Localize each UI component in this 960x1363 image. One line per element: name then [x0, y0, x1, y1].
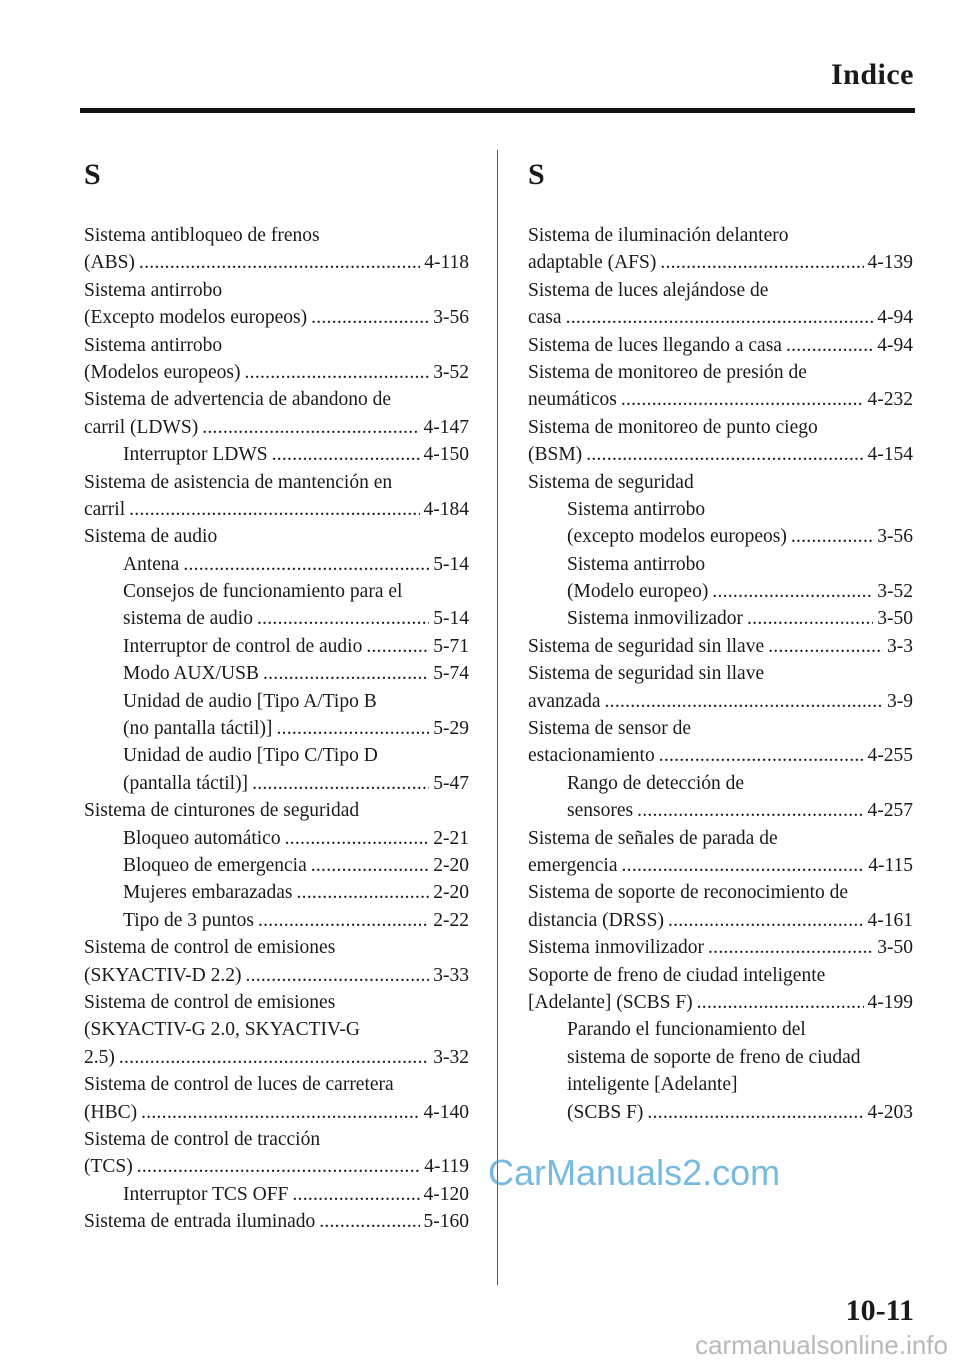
entry-page-ref: 4-150	[423, 444, 469, 466]
entry-text: carril	[84, 498, 126, 520]
entry-text: (BSM)	[528, 444, 583, 466]
entry-page-ref: 2-20	[433, 854, 469, 876]
entry-page-ref: 5-29	[433, 718, 469, 740]
index-entry	[84, 1016, 469, 1043]
index-entry	[84, 386, 469, 413]
entry-text: Sistema de audio	[84, 526, 218, 548]
entry-page-ref: 4-184	[423, 498, 469, 520]
entry-text: Sistema inmovilizador	[528, 937, 705, 959]
index-entry	[84, 907, 469, 934]
entry-text: Sistema de iluminación delantero	[528, 225, 789, 246]
entry-page-ref: 3-56	[877, 526, 913, 548]
index-entry	[528, 386, 913, 413]
entry-text: Sistema antirrobo	[567, 553, 706, 575]
index-entry	[528, 1071, 913, 1098]
entry-text: Sistema de asistencia de mantención en	[84, 471, 393, 493]
entry-page-ref: 3-52	[433, 361, 469, 383]
dot-leader	[605, 688, 883, 715]
index-entry	[528, 222, 913, 249]
index-entry	[528, 304, 913, 331]
entry-page-ref: 4-94	[877, 334, 913, 356]
entry-text: Tipo de 3 puntos	[123, 909, 254, 931]
entry-text: Sistema de cinturones de seguridad	[84, 800, 360, 822]
entry-text: (SKYACTIV-D 2.2)	[84, 964, 242, 986]
index-entry	[84, 304, 469, 331]
header-rule	[80, 108, 915, 113]
index-column-right	[528, 160, 913, 1126]
dot-leader	[622, 852, 865, 879]
entry-page-ref: 5-47	[433, 772, 469, 794]
index-entry	[84, 359, 469, 386]
index-entry	[528, 879, 913, 906]
index-entry	[528, 332, 913, 359]
entry-page-ref: 3-50	[877, 937, 913, 959]
entry-text: Sistema de control de emisiones	[84, 937, 336, 959]
entry-text: Sistema antirrobo	[84, 334, 223, 356]
entry-text: 2.5)	[84, 1046, 115, 1068]
entry-page-ref: 3-32	[433, 1046, 469, 1068]
index-entry	[84, 222, 469, 249]
dot-leader	[119, 1044, 429, 1071]
entry-text: Bloqueo de emergencia	[123, 854, 307, 876]
entry-text: Sistema de control de emisiones	[84, 991, 336, 1013]
entry-text: Sistema antibloqueo de frenos	[84, 225, 320, 246]
entry-text: Sistema de soporte de reconocimiento de	[528, 882, 849, 904]
index-entry	[528, 688, 913, 715]
dot-leader	[258, 907, 429, 934]
index-entry	[84, 605, 469, 632]
dot-leader	[252, 770, 429, 797]
index-entry	[84, 633, 469, 660]
entry-text: Modo AUX/USB	[123, 663, 259, 685]
index-entry	[84, 715, 469, 742]
dot-leader	[292, 1181, 419, 1208]
index-entry	[84, 469, 469, 496]
index-entry	[528, 770, 913, 797]
entry-text: Rango de detección de	[567, 772, 745, 794]
index-entry	[528, 414, 913, 441]
index-entry	[84, 770, 469, 797]
entry-text: sistema de audio	[123, 608, 253, 630]
entry-text: Sistema antirrobo	[84, 279, 223, 301]
dot-leader	[791, 523, 873, 550]
index-entry	[84, 852, 469, 879]
index-entry	[528, 605, 913, 632]
entry-text: emergencia	[528, 854, 618, 876]
entry-text: [Adelante] (SCBS F)	[528, 991, 693, 1013]
entry-text: Sistema antirrobo	[567, 498, 706, 520]
index-entry	[528, 523, 913, 550]
dot-leader	[366, 633, 429, 660]
entry-text: avanzada	[528, 690, 601, 712]
dot-leader	[768, 633, 883, 660]
dot-leader	[272, 441, 420, 468]
index-column-left	[84, 160, 469, 1235]
entry-page-ref: 3-33	[433, 964, 469, 986]
index-entry	[528, 249, 913, 276]
dot-leader	[668, 907, 864, 934]
entry-text: (ABS)	[84, 252, 135, 274]
entry-page-ref: 4-255	[867, 745, 913, 767]
index-entry	[84, 1153, 469, 1180]
dot-leader	[566, 304, 874, 331]
section-letter: S	[84, 158, 101, 191]
dot-leader	[708, 934, 873, 961]
entry-page-ref: 4-120	[423, 1183, 469, 1205]
entry-page-ref: 4-154	[867, 444, 913, 466]
dot-leader	[245, 359, 430, 386]
column-divider	[497, 150, 498, 1285]
entry-text: Sistema de luces llegando a casa	[528, 334, 782, 356]
entry-text: Interruptor LDWS	[123, 444, 268, 466]
index-entry	[528, 441, 913, 468]
index-entry	[84, 688, 469, 715]
index-entry	[84, 1126, 469, 1153]
dot-leader	[276, 715, 429, 742]
entry-text: Sistema de seguridad sin llave	[528, 635, 765, 657]
entry-text: (Excepto modelos europeos)	[84, 307, 308, 329]
index-entry	[528, 277, 913, 304]
dot-leader	[311, 852, 430, 879]
entry-page-ref: 5-71	[433, 635, 469, 657]
dot-leader	[202, 414, 419, 441]
entry-page-ref: 4-257	[867, 800, 913, 822]
index-entry	[84, 277, 469, 304]
dot-leader	[319, 1208, 419, 1235]
index-entries	[84, 222, 469, 1235]
index-entry	[528, 1099, 913, 1126]
entry-text: Sistema de control de tracción	[84, 1128, 321, 1150]
index-entry	[84, 934, 469, 961]
entry-text: (HBC)	[84, 1101, 138, 1123]
entry-page-ref: 3-50	[877, 608, 913, 630]
index-entry	[528, 852, 913, 879]
entry-text: (no pantalla táctil)]	[123, 718, 273, 740]
index-entry	[528, 469, 913, 496]
index-entry	[528, 989, 913, 1016]
entry-text: Antena	[123, 553, 180, 575]
entry-page-ref: 4-147	[423, 416, 469, 438]
entry-text: Sistema de monitoreo de punto ciego	[528, 416, 818, 438]
index-entry	[528, 1016, 913, 1043]
entry-text: Sistema inmovilizador	[567, 608, 744, 630]
entry-page-ref: 3-52	[877, 581, 913, 603]
dot-leader	[647, 1099, 863, 1126]
page-title: Indice	[830, 58, 914, 91]
index-entry	[528, 797, 913, 824]
index-entry	[84, 989, 469, 1016]
entry-text: Soporte de freno de ciudad inteligente	[528, 964, 826, 986]
entry-text: Parando el funcionamiento del	[567, 1019, 806, 1041]
section-letter: S	[528, 158, 545, 191]
dot-leader	[586, 441, 863, 468]
entry-page-ref: 3-3	[887, 635, 913, 657]
entry-text: distancia (DRSS)	[528, 909, 664, 931]
index-entry	[528, 496, 913, 523]
entry-page-ref: 5-14	[433, 553, 469, 575]
entry-page-ref: 4-139	[867, 252, 913, 274]
entry-text: Unidad de audio [Tipo A/Tipo B	[123, 690, 377, 712]
entry-text: Mujeres embarazadas	[123, 882, 293, 904]
index-entry	[528, 742, 913, 769]
entry-text: (Modelos europeos)	[84, 361, 241, 383]
index-entry	[84, 551, 469, 578]
entry-text: Consejos de funcionamiento para el	[123, 581, 403, 603]
entry-text: Sistema de luces alejándose de	[528, 279, 769, 301]
entry-page-ref: 4-119	[424, 1156, 469, 1178]
entry-page-ref: 4-140	[423, 1101, 469, 1123]
entry-page-ref: 5-74	[433, 663, 469, 685]
entry-text: Sistema de advertencia de abandono de	[84, 389, 392, 411]
index-entry	[528, 578, 913, 605]
entry-text: Bloqueo automático	[123, 827, 281, 849]
dot-leader	[712, 578, 873, 605]
index-entry	[84, 1071, 469, 1098]
dot-leader	[786, 332, 873, 359]
entry-text: Interruptor TCS OFF	[123, 1183, 289, 1205]
entry-text: neumáticos	[528, 389, 617, 411]
index-entry	[528, 962, 913, 989]
entry-page-ref: 3-9	[887, 690, 913, 712]
entry-text: Sistema de control de luces de carretera	[84, 1074, 394, 1096]
entry-page-ref: 2-22	[433, 909, 469, 931]
dot-leader	[129, 496, 419, 523]
entry-text: Sistema de seguridad sin llave	[528, 663, 765, 685]
index-entry	[84, 496, 469, 523]
index-entry	[84, 249, 469, 276]
entry-page-ref: 4-232	[867, 389, 913, 411]
entry-text: (TCS)	[84, 1156, 133, 1178]
index-entry	[84, 742, 469, 769]
entry-page-ref: 2-21	[433, 827, 469, 849]
entry-page-ref: 4-94	[877, 307, 913, 329]
entry-text: sensores	[567, 800, 634, 822]
entry-page-ref: 4-115	[868, 854, 913, 876]
index-entry	[84, 1181, 469, 1208]
entry-text: Sistema de señales de parada de	[528, 827, 778, 849]
index-entry	[84, 332, 469, 359]
entry-text: Sistema de entrada iluminado	[84, 1211, 316, 1233]
index-entry	[528, 1044, 913, 1071]
entry-text: (Modelo europeo)	[567, 581, 709, 603]
entry-text: (SKYACTIV-G 2.0, SKYACTIV-G	[84, 1019, 360, 1041]
entry-text: Sistema de monitoreo de presión de	[528, 361, 807, 383]
index-entry	[528, 660, 913, 687]
entry-page-ref: 2-20	[433, 882, 469, 904]
dot-leader	[296, 879, 429, 906]
entry-text: casa	[528, 307, 562, 329]
entry-page-ref: 5-14	[433, 608, 469, 630]
dot-leader	[263, 660, 429, 687]
footer-site-url: carmanualsonline.info	[695, 1330, 948, 1360]
index-entry	[84, 414, 469, 441]
entry-text: (pantalla táctil)]	[123, 772, 249, 794]
dot-leader	[697, 989, 864, 1016]
entry-text: Sistema de seguridad	[528, 471, 694, 493]
entry-text: (SCBS F)	[567, 1101, 644, 1123]
index-entry	[84, 1099, 469, 1126]
index-entry	[528, 359, 913, 386]
index-entries	[528, 222, 913, 1126]
entry-text: Unidad de audio [Tipo C/Tipo D	[123, 745, 378, 767]
entry-page-ref: 4-161	[867, 909, 913, 931]
dot-leader	[659, 742, 864, 769]
entry-text: estacionamiento	[528, 745, 655, 767]
entry-page-ref: 4-199	[867, 991, 913, 1013]
index-entry	[84, 1208, 469, 1235]
dot-leader	[311, 304, 429, 331]
index-entry	[84, 825, 469, 852]
dot-leader	[139, 249, 420, 276]
page-number: 10-11	[845, 1294, 914, 1327]
index-entry	[84, 797, 469, 824]
dot-leader	[137, 1153, 420, 1180]
entry-text: carril (LDWS)	[84, 416, 199, 438]
entry-text: sistema de soporte de freno de ciudad	[567, 1046, 861, 1068]
dot-leader	[747, 605, 873, 632]
entry-page-ref: 4-118	[424, 252, 469, 274]
entry-text: inteligente [Adelante]	[567, 1074, 738, 1096]
watermark-logo: CarManuals2.com	[488, 1152, 781, 1193]
entry-page-ref: 5-160	[423, 1211, 469, 1233]
entry-page-ref: 4-203	[867, 1101, 913, 1123]
entry-text: Sistema de sensor de	[528, 718, 692, 740]
index-entry	[528, 825, 913, 852]
dot-leader	[285, 825, 430, 852]
dot-leader	[245, 962, 429, 989]
index-entry	[84, 578, 469, 605]
dot-leader	[637, 797, 863, 824]
dot-leader	[183, 551, 429, 578]
index-entry	[84, 1044, 469, 1071]
entry-page-ref: 3-56	[433, 307, 469, 329]
index-entry	[528, 715, 913, 742]
index-entry	[528, 907, 913, 934]
entry-text: Interruptor de control de audio	[123, 635, 363, 657]
entry-text: adaptable (AFS)	[528, 252, 657, 274]
entry-text: (excepto modelos europeos)	[567, 526, 787, 548]
index-entry	[528, 934, 913, 961]
index-entry	[84, 962, 469, 989]
index-entry	[84, 660, 469, 687]
index-entry	[84, 523, 469, 550]
dot-leader	[621, 386, 864, 413]
index-entry	[84, 879, 469, 906]
index-entry	[528, 633, 913, 660]
index-entry	[84, 441, 469, 468]
index-entry	[528, 551, 913, 578]
dot-leader	[660, 249, 863, 276]
dot-leader	[257, 605, 429, 632]
dot-leader	[141, 1099, 419, 1126]
